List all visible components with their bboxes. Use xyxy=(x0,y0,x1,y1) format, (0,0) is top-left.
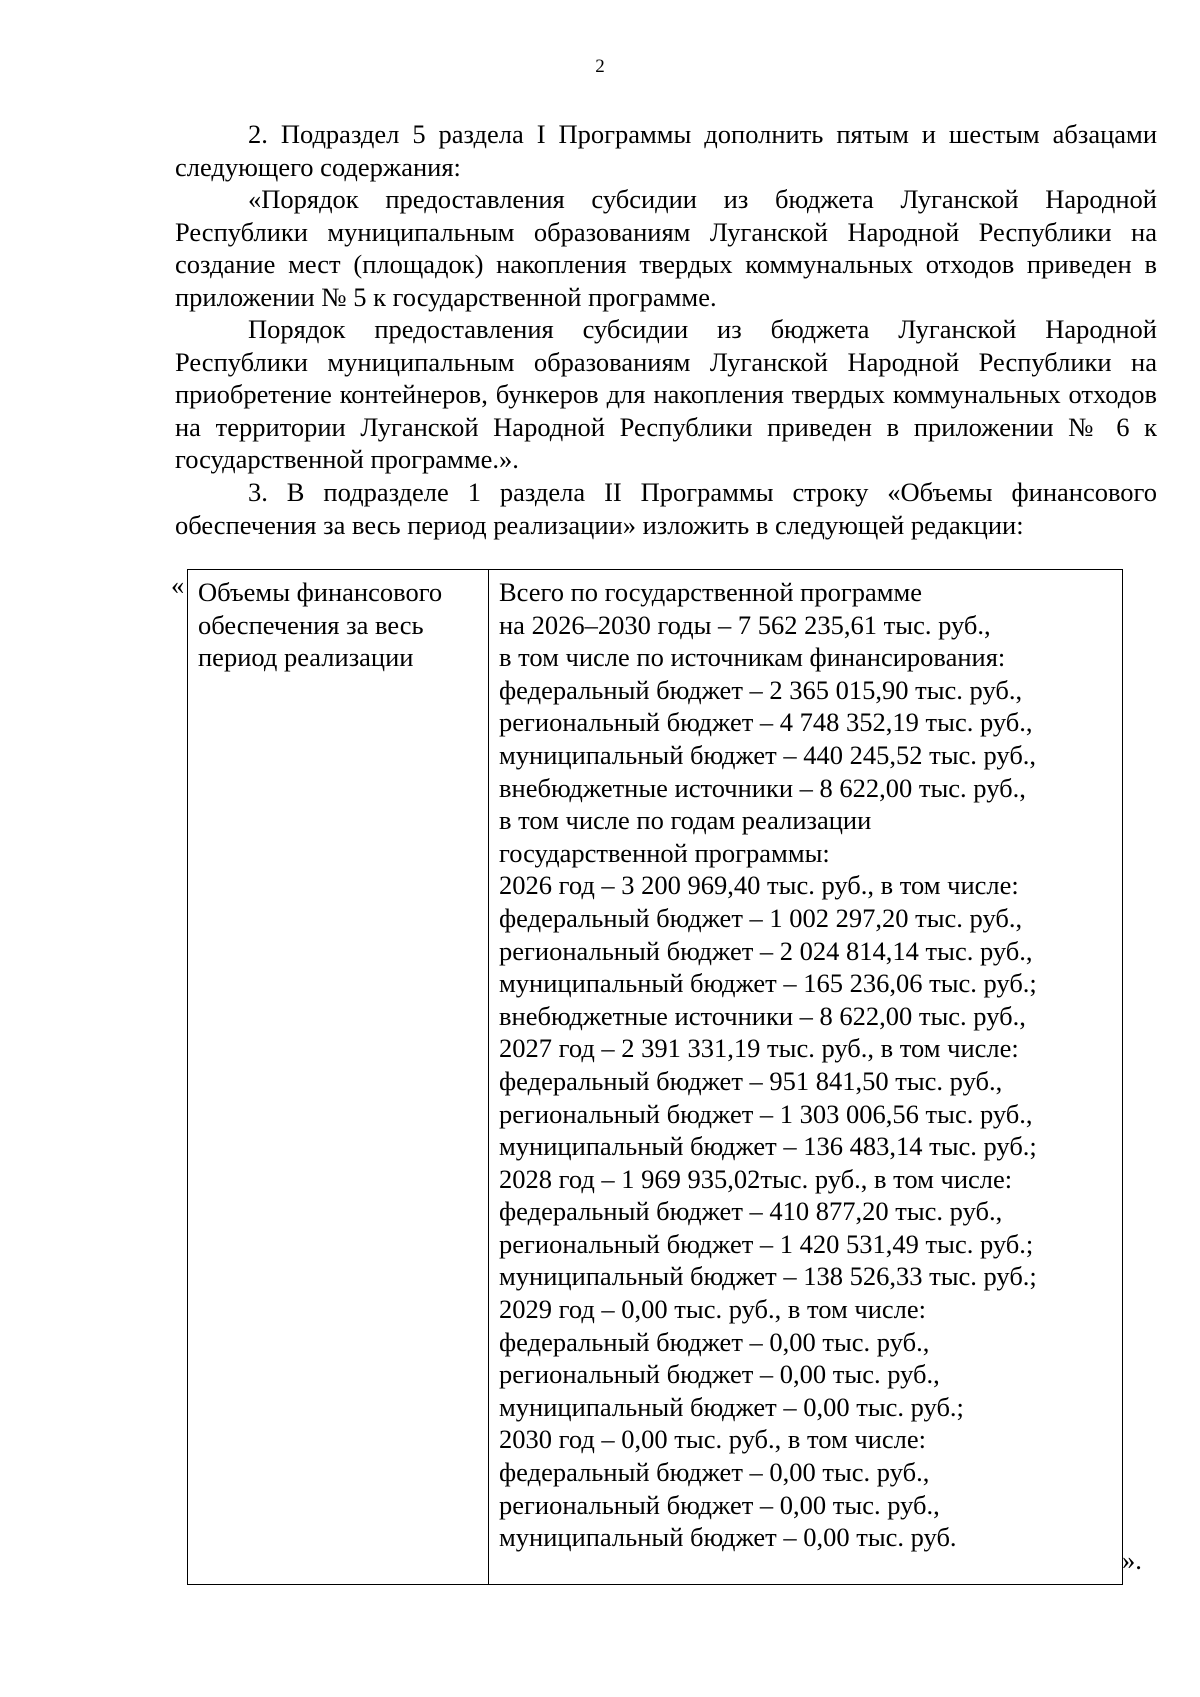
label-line: период реализации xyxy=(198,642,414,673)
value-line: федеральный бюджет – 951 841,50 тыс. руб., xyxy=(499,1065,1003,1096)
amendment-paragraph-quote-2 xyxy=(175,313,1157,476)
label-line: обеспечения за весь xyxy=(198,609,424,640)
paragraph-procedure-6: Порядок предоставления субсидии из бюджета Луганской Народной Республики муниципальным образованиям Луганской Народной Республики на приобретение контейнеров, бункеров для накопления твердых коммунальных отходов на территории Луганской Народной Республики приведен в приложении № 6 к государственной программе.». xyxy=(175,314,1157,475)
value-line: муниципальный бюджет – 0,00 тыс. руб. xyxy=(499,1522,957,1553)
value-line: региональный бюджет – 1 420 531,49 тыс. руб.; xyxy=(499,1228,1034,1259)
value-line: федеральный бюджет – 1 002 297,20 тыс. руб., xyxy=(499,902,1023,933)
value-line: региональный бюджет – 0,00 тыс. руб., xyxy=(499,1489,940,1520)
value-line: 2028 год – 1 969 935,02тыс. руб., в том числе: xyxy=(499,1163,1013,1194)
value-line: региональный бюджет – 2 024 814,14 тыс. руб., xyxy=(499,935,1033,966)
amendment-paragraph-2 xyxy=(175,118,1157,183)
amendment-paragraph-quote-1 xyxy=(175,183,1157,313)
value-line: муниципальный бюджет – 138 526,33 тыс. руб.; xyxy=(499,1261,1037,1292)
paragraph-item-3-intro: 3. В подразделе 1 раздела II Программы строку «Объемы финансового обеспечения за весь период реализации» изложить в следующей редакции: xyxy=(175,477,1157,540)
value-line: региональный бюджет – 0,00 тыс. руб., xyxy=(499,1359,940,1390)
value-line: муниципальный бюджет – 136 483,14 тыс. руб.; xyxy=(499,1131,1037,1162)
value-line: муниципальный бюджет – 165 236,06 тыс. руб.; xyxy=(499,968,1037,999)
value-line: муниципальный бюджет – 440 245,52 тыс. руб., xyxy=(499,739,1037,770)
table-row xyxy=(188,570,1123,1585)
table-cell-label xyxy=(188,570,489,1585)
table-cell-value xyxy=(489,570,1123,1585)
value-line: федеральный бюджет – 0,00 тыс. руб., xyxy=(499,1326,930,1357)
value-line: региональный бюджет – 4 748 352,19 тыс. руб., xyxy=(499,707,1033,738)
value-line: на 2026–2030 годы – 7 562 235,61 тыс. руб., xyxy=(499,609,991,640)
amendment-paragraph-3 xyxy=(175,476,1157,541)
value-line: 2029 год – 0,00 тыс. руб., в том числе: xyxy=(499,1294,926,1325)
value-line: федеральный бюджет – 410 877,20 тыс. руб., xyxy=(499,1196,1003,1227)
value-line: в том числе по годам реализации xyxy=(499,805,872,836)
financing-table xyxy=(187,569,1123,1585)
value-line: в том числе по источникам финансирования: xyxy=(499,642,1006,673)
value-line: муниципальный бюджет – 0,00 тыс. руб.; xyxy=(499,1391,964,1422)
value-line: 2027 год – 2 391 331,19 тыс. руб., в том числе: xyxy=(499,1033,1019,1064)
value-line: 2030 год – 0,00 тыс. руб., в том числе: xyxy=(499,1424,926,1455)
value-line: федеральный бюджет – 2 365 015,90 тыс. руб., xyxy=(499,674,1023,705)
value-line: федеральный бюджет – 0,00 тыс. руб., xyxy=(499,1457,930,1488)
paragraph-item-2-intro: 2. Подраздел 5 раздела I Программы дополнить пятым и шестым абзацами следующего содержания: xyxy=(175,119,1157,182)
value-line: внебюджетные источники – 8 622,00 тыс. руб., xyxy=(499,1000,1026,1031)
page-number: 2 xyxy=(595,56,605,77)
table-open-quote: « xyxy=(171,570,185,600)
label-line: Объемы финансового xyxy=(198,577,443,607)
value-line: Всего по государственной программе xyxy=(499,577,923,607)
value-line: государственной программы: xyxy=(499,837,830,868)
value-line: 2026 год – 3 200 969,40 тыс. руб., в том числе: xyxy=(499,870,1019,901)
value-line: внебюджетные источники – 8 622,00 тыс. руб., xyxy=(499,772,1026,803)
paragraph-procedure-5: «Порядок предоставления субсидии из бюджета Луганской Народной Республики муниципальным образованиям Луганской Народной Республики на создание мест (площадок) накопления твердых коммунальных отходов приведен в приложении № 5 к государственной программе. xyxy=(175,184,1157,312)
table-close-quote: ». xyxy=(1122,1545,1142,1575)
value-line: региональный бюджет – 1 303 006,56 тыс. руб., xyxy=(499,1098,1033,1129)
